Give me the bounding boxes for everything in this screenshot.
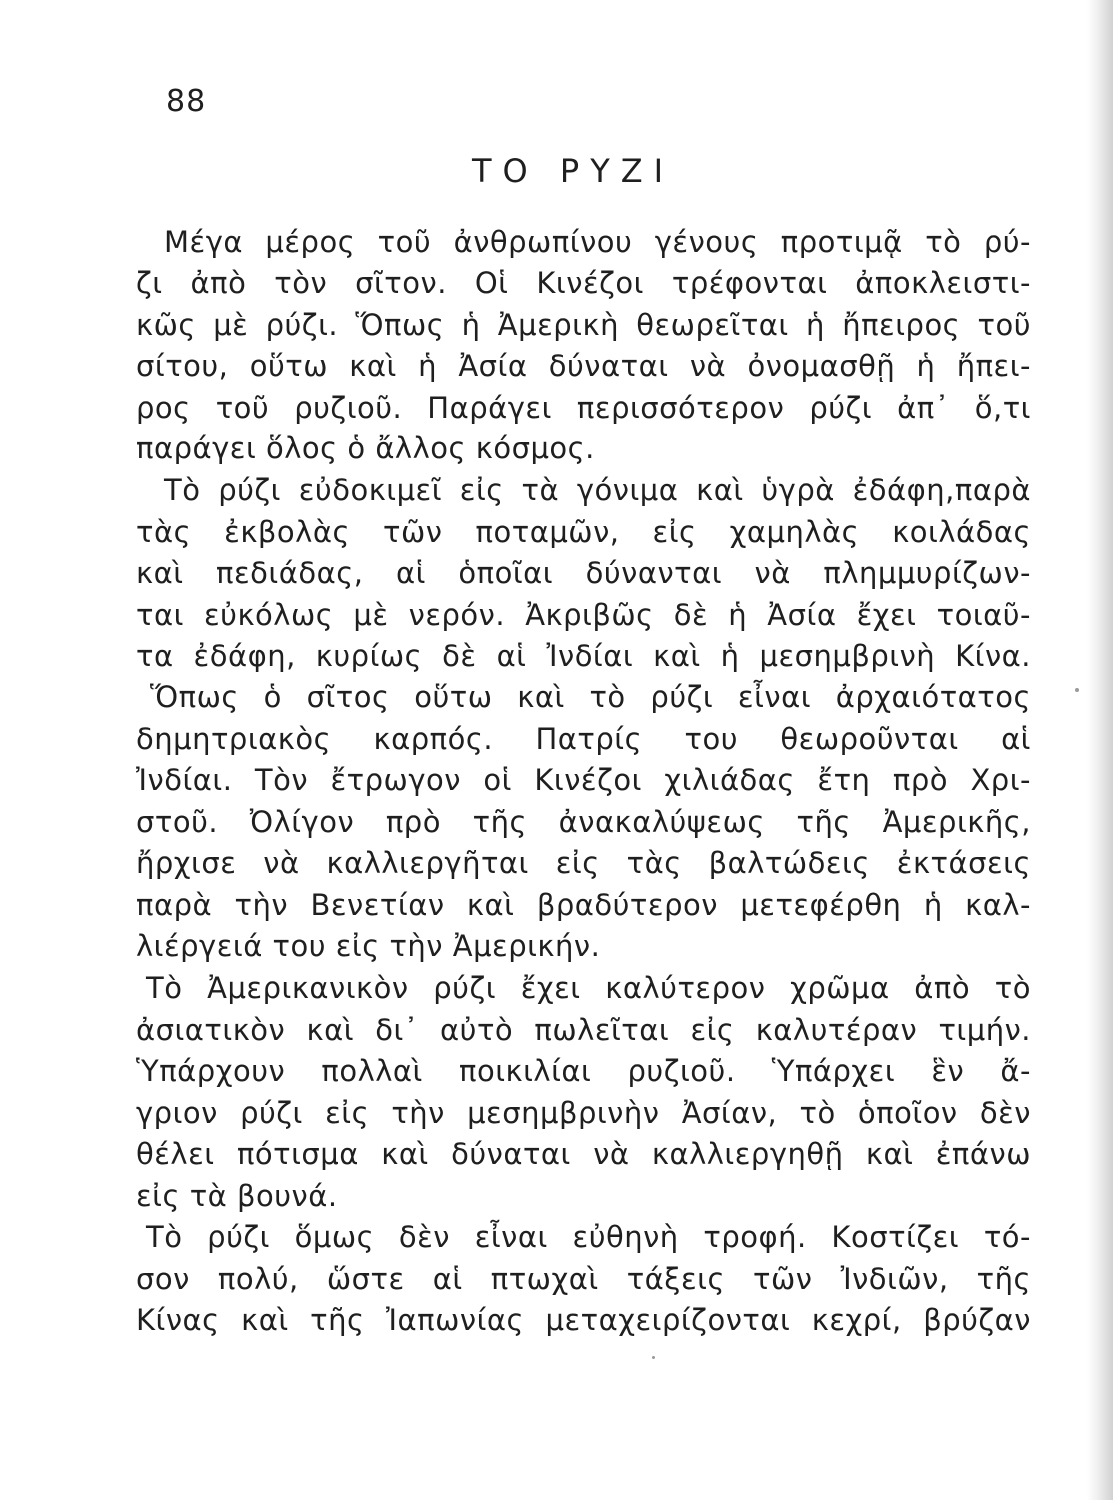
text-line: Ὅπως ὁ σῖτος οὕτω καὶ τὸ ρύζι εἶναι ἀρχαιότατος	[150, 680, 1031, 714]
page-number: 88	[166, 84, 207, 119]
text-line: εἰς τὰ βουνά.	[136, 1179, 338, 1213]
text-line: παράγει ὅλος ὁ ἄλλος κόσμος.	[136, 431, 595, 465]
text-line: Τὸ Ἀμερικανικὸν ρύζι ἔχει καλύτερον χρῶμα ἀπὸ τὸ	[146, 971, 1031, 1005]
text-line: ἀσιατικὸν καὶ δι᾽ αὐτὸ πωλεῖται εἰς καλυτέραν τιμήν.	[136, 1013, 1031, 1047]
text-line: σον πολύ, ὥστε αἱ πτωχαὶ τάξεις τῶν Ἰνδιῶν, τῆς	[136, 1262, 1031, 1296]
text-line: δημητριακὸς καρπός. Πατρίς του θεωροῦνται αἱ	[136, 722, 1031, 756]
text-line: Ὑπάρχουν πολλαὶ ποικιλίαι ρυζιοῦ. Ὑπάρχει ἓν ἄ-	[136, 1054, 1031, 1088]
text-line: καὶ πεδιάδας, αἱ ὁποῖαι δύνανται νὰ πλημμυρίζων-	[136, 556, 1031, 590]
chapter-title: ΤΟ ΡΥΖΙ	[472, 152, 675, 190]
text-line: στοῦ. Ὀλίγον πρὸ τῆς ἀνακαλύψεως τῆς Ἀμερικῆς,	[136, 805, 1031, 839]
text-line: γριον ρύζι εἰς τὴν μεσημβρινὴν Ἀσίαν, τὸ ὁποῖον δὲν	[136, 1096, 1031, 1130]
text-line: σίτου, οὕτω καὶ ἡ Ἀσία δύναται νὰ ὀνομασθῇ ἡ ἤπει-	[136, 349, 1031, 383]
text-line: ται εὐκόλως μὲ νερόν. Ἀκριβῶς δὲ ἡ Ἀσία ἔχει τοιαῦ-	[136, 598, 1031, 632]
text-line: παρὰ τὴν Βενετίαν καὶ βραδύτερον μετεφέρθη ἡ καλ-	[136, 888, 1031, 922]
text-line: κῶς μὲ ρύζι. Ὅπως ἡ Ἀμερικὴ θεωρεῖται ἡ ἤπειρος τοῦ	[136, 308, 1031, 342]
text-line: Κίνας καὶ τῆς Ἰαπωνίας μεταχειρίζονται κεχρί, βρύζαν	[136, 1303, 1031, 1337]
text-line: Τὸ ρύζι εὐδοκιμεῖ εἰς τὰ γόνιμα καὶ ὑγρὰ ἐδάφη,παρὰ	[164, 473, 1031, 507]
paper-speck	[652, 1356, 655, 1359]
text-line: ρος τοῦ ρυζιοῦ. Παράγει περισσότερον ρύζι ἀπ᾽ ὅ,τι	[136, 391, 1031, 425]
paper-speck	[1075, 688, 1079, 692]
text-line: θέλει πότισμα καὶ δύναται νὰ καλλιεργηθῇ καὶ ἐπάνω	[136, 1137, 1031, 1171]
text-line: Ἰνδίαι. Τὸν ἔτρωγον οἱ Κινέζοι χιλιάδας ἔτη πρὸ Χρι-	[136, 763, 1031, 797]
text-line: Τὸ ρύζι ὅμως δὲν εἶναι εὐθηνὴ τροφή. Κοστίζει τό-	[146, 1220, 1031, 1254]
text-line: τα ἐδάφη, κυρίως δὲ αἱ Ἰνδίαι καὶ ἡ μεσημβρινὴ Κίνα.	[136, 639, 1031, 673]
page-edge-shadow	[1087, 0, 1113, 1500]
text-line: λιέργειά του εἰς τὴν Ἀμερικήν.	[136, 929, 601, 963]
text-line: ζι ἀπὸ τὸν σῖτον. Οἱ Κινέζοι τρέφονται ἀποκλειστι-	[136, 266, 1031, 300]
text-line: Μέγα μέρος τοῦ ἀνθρωπίνου γένους προτιμᾷ τὸ ρύ-	[164, 225, 1031, 259]
text-line: ἤρχισε νὰ καλλιεργῆται εἰς τὰς βαλτώδεις ἐκτάσεις	[136, 846, 1031, 880]
text-line: τὰς ἐκβολὰς τῶν ποταμῶν, εἰς χαμηλὰς κοιλάδας	[136, 515, 1031, 549]
